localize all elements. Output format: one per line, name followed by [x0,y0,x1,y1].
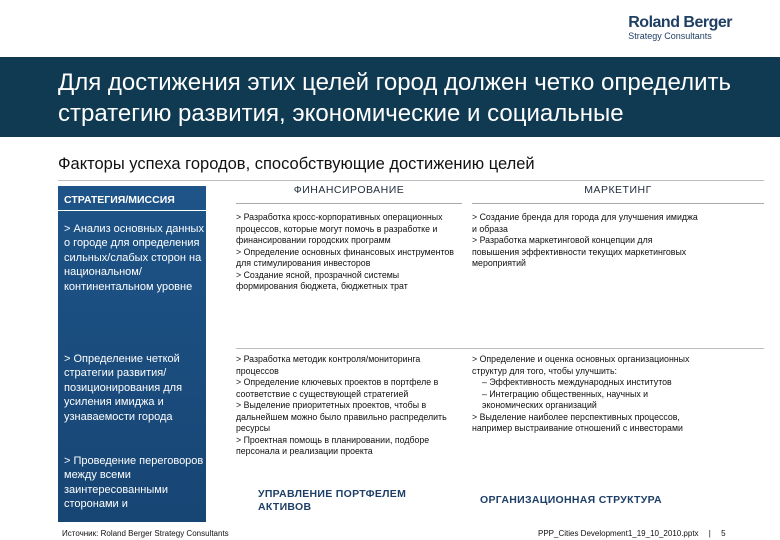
strategy-block-1: > Анализ основных данных о городе для определения сильных/слабых сторон на национальном/ континентальном уровне [64,223,204,293]
grid-divider [236,348,764,349]
page-number: 5 [721,529,726,538]
marketing-top-item-2: > Разработка маркетинговой концепции для повышения эффективности текущих маркетинговых мероприятий [472,235,687,268]
portfolio-item-4: > Проектная помощь в планировании, подборе персонала и реализации проекта [236,434,430,456]
strategy-block-3: > Проведение переговоров между всеми заинтересованными сторонами и [64,455,204,511]
strategy-panel [58,186,206,522]
finance-top-item-2: > Определение основных финансовых инструментов для стимулирования инвесторов [236,246,454,268]
strategy-arrow [206,186,216,214]
file-name-text: PPP_Cities Development1_19_10_2010.pptx [538,529,699,538]
finance-top-list [236,212,458,293]
subtitle-divider [58,180,764,181]
org-structure-label: ОРГАНИЗАЦИОННАЯ СТРУКТУРА [480,494,662,506]
logo-tagline: Strategy Consultants [628,31,712,41]
finance-top-item-3: > Создание ясной, прозрачной системы формирования бюджета, бюджетных трат [236,269,408,291]
org-item-3: – Интеграцию общественных, научных и экономических организаций [482,388,649,410]
marketing-header-line [472,203,764,204]
portfolio-item-3: > Выделение приоритетных проектов, чтобы в дальнейшем можно было правильно распределить ресурсы [236,400,447,433]
file-name [538,529,726,538]
slide-subtitle: Факторы успеха городов, способствующие достижению целей [58,155,535,173]
finance-header: ФИНАНСИРОВАНИЕ [293,184,405,196]
marketing-top-list [472,212,702,270]
strategy-header-divider [58,210,206,211]
portfolio-item-2: > Определение ключевых проектов в портфеле в соответствие с существующей стратегией [236,377,439,399]
finance-top-item-1: > Разработка кросс-корпоративных операционных процессов, которые могут помочь в разработке и финансировании городских программ [236,212,443,245]
logo-name: Roland Berger [628,14,732,31]
strategy-header: СТРАТЕГИЯ/МИССИЯ [64,194,175,206]
title-band [0,57,780,158]
org-structure-list [472,354,698,435]
slide-title: Для достижения этих целей город должен четко определить стратегию развития, экономические и социальные приоритеты [58,69,732,158]
strategy-block-2: > Определение четкой стратегии развития/ позиционирования для усиления имиджа и узнаваемости города [64,353,183,423]
company-logo [628,14,732,41]
portfolio-list [236,354,458,458]
portfolio-item-1: > Разработка методик контроля/мониторинга процессов [236,354,421,376]
footer-separator: | [708,529,711,538]
marketing-header: МАРКЕТИНГ [584,184,652,196]
org-item-4: > Выделение наиболее перспективных процессов, например выстраивание отношений с инвесторами [472,411,683,433]
source-note: Источник: Roland Berger Strategy Consultants [62,529,229,538]
org-item-1: > Определение и оценка основных организационных структур для того, чтобы улучшить: [472,354,690,376]
finance-header-line [236,203,462,204]
org-item-2: – Эффективность международных институтов [482,377,672,387]
portfolio-label: УПРАВЛЕНИЕ ПОРТФЕЛЕМ АКТИВОВ [258,488,407,513]
marketing-top-item-1: > Создание бренда для города для улучшения имиджа и образа [472,212,698,234]
